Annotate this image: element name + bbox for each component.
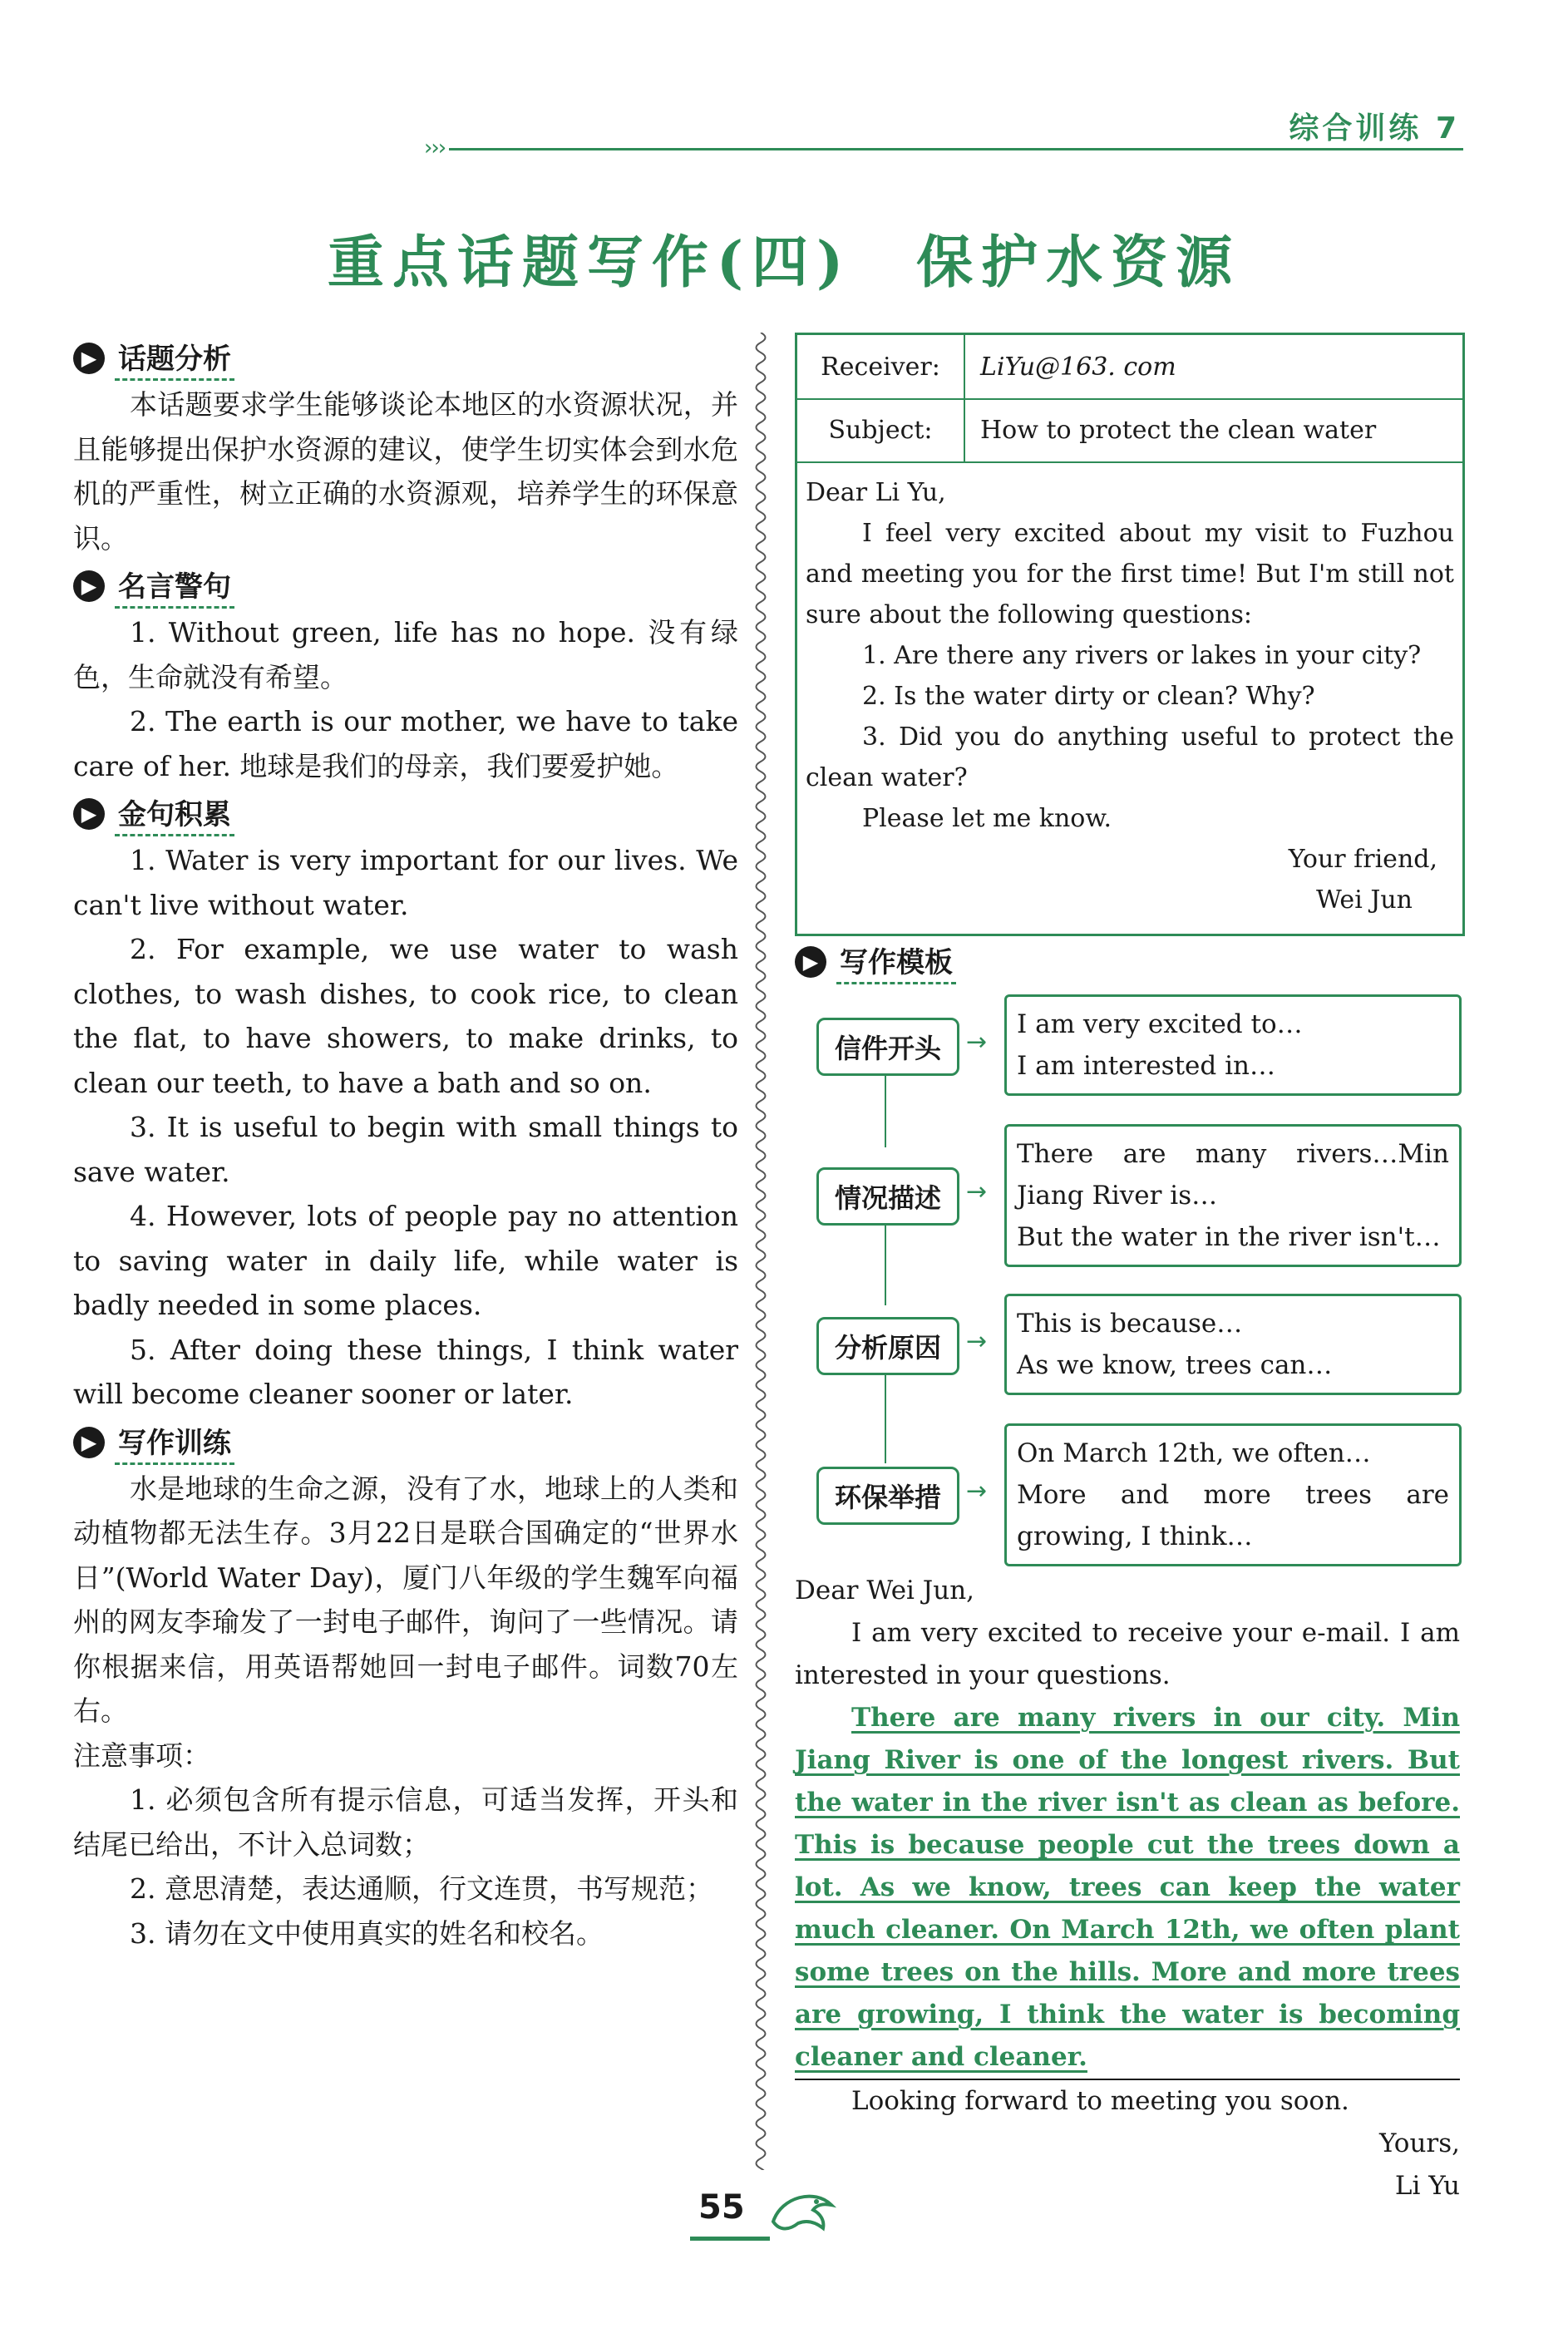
flow-connector <box>885 1222 886 1305</box>
template-line: I am interested in… <box>1017 1051 1275 1081</box>
answer-closing: Looking forward to meeting you soon. <box>795 2079 1460 2123</box>
template-line: This is because… <box>1017 1309 1243 1339</box>
receiver-value: LiYu@163. com <box>980 352 1176 382</box>
email-name: Wei Jun <box>1316 885 1413 915</box>
note-item: 3. 请勿在文中使用真实的姓名和校名。 <box>130 1916 604 1950</box>
quotes-title: 名言警句 <box>115 564 234 609</box>
sentence-item: 4. However, lots of people pay no attention to saving water in daily life, while water is badly needed in some places. <box>73 1200 738 1321</box>
wavy-divider <box>748 333 773 2170</box>
template-step-text <box>1004 1124 1462 1267</box>
quotes-heading <box>73 565 738 607</box>
topic-analysis-heading <box>73 338 738 379</box>
play-arrow-icon: ▶ <box>73 343 105 374</box>
page-number-rule <box>690 2237 770 2241</box>
header-rule <box>449 148 1463 150</box>
notes-title: 注意事项： <box>73 1739 210 1772</box>
quote-item: 1. Without green, life has no hope. 没有绿色，生命就没有希望。 <box>73 616 738 693</box>
subject-row <box>797 398 1462 463</box>
template-line: As we know, trees can… <box>1017 1350 1333 1380</box>
play-arrow-icon: ▶ <box>73 1427 105 1458</box>
template-line: On March 12th, we often… <box>1017 1438 1371 1468</box>
arrow-right-icon: → <box>966 1477 988 1506</box>
sentences-heading <box>73 793 738 835</box>
answer-letter <box>795 1570 1460 2207</box>
page-number: 55 <box>698 2188 745 2227</box>
template-line: growing, I think… <box>1017 1522 1253 1551</box>
topic-analysis-text: 本话题要求学生能够谈论本地区的水资源状况，并且能够提出保护水资源的建议，使学生切实体会到水危机的严重性，树立正确的水资源观，培养学生的环保意识。 <box>73 388 738 555</box>
training-text: 水是地球的生命之源，没有了水，地球上的人类和动植物都无法生存。3月22日是联合国确定的“世界水日”(World Water Day)，厦门八年级的学生魏军向福州的网友李瑜发了一封电子邮件，询问了一些情况。请你根据来信，用英语帮她回一封电子邮件。词数70左右。 <box>73 1472 738 1727</box>
arrow-right-icon: → <box>966 1028 988 1057</box>
sentence-item: 1. Water is very important for our lives. We can't live without water. <box>73 844 738 921</box>
template-line: I am very excited to… <box>1017 1009 1303 1039</box>
subject-value: How to protect the clean water <box>980 415 1377 445</box>
receiver-row <box>797 335 1462 400</box>
receiver-label: Receiver: <box>797 335 965 398</box>
template-step-text <box>1004 1423 1462 1566</box>
email-signoff: Your friend, <box>1288 845 1437 874</box>
template-line: But the water in the river isn't… <box>1017 1222 1441 1252</box>
subject-label: Subject: <box>797 398 965 461</box>
template-step-label: 分析原因 <box>816 1317 959 1375</box>
email-box <box>795 333 1465 936</box>
sentence-item: 5. After doing these things, I think water will become cleaner sooner or later. <box>73 1333 738 1410</box>
training-heading <box>73 1422 738 1463</box>
template-heading <box>795 941 956 983</box>
play-arrow-icon: ▶ <box>795 946 826 978</box>
topic-analysis-title: 话题分析 <box>115 336 234 381</box>
sentence-item: 2. For example, we use water to wash clothes, to wash dishes, to cook rice, to clean the flat, to have showers, to make drinks, to clean our teeth, to have a bath and so on. <box>73 933 738 1099</box>
answer-intro: I am very excited to receive your e-mail. I am interested in your questions. <box>795 1618 1460 1690</box>
email-question: 3. Did you do anything useful to protect the clean water? <box>806 723 1454 792</box>
answer-greeting: Dear Wei Jun, <box>795 1576 975 1605</box>
sentences-title: 金句积累 <box>115 792 234 836</box>
template-line: Jiang River is… <box>1017 1181 1218 1211</box>
arrow-right-icon: → <box>966 1327 988 1356</box>
answer-name: Li Yu <box>1394 2171 1460 2201</box>
email-closing: Please let me know. <box>862 804 1112 833</box>
dolphin-logo-icon <box>765 2180 840 2247</box>
template-line: More and more trees are <box>1017 1480 1449 1510</box>
template-step-label: 信件开头 <box>816 1018 959 1076</box>
template-step-label: 情况描述 <box>816 1167 959 1226</box>
template-step-label: 环保举措 <box>816 1467 959 1525</box>
play-arrow-icon: ▶ <box>73 798 105 830</box>
email-question: 1. Are there any rivers or lakes in your city? <box>862 641 1422 670</box>
email-intro: I feel very excited about my visit to Fuzhou and meeting you for the first time! But I'm still not sure about the following questions: <box>806 519 1454 629</box>
sentence-item: 3. It is useful to begin with small things to save water. <box>73 1111 738 1188</box>
header-arrows: ››› <box>424 136 446 160</box>
training-title: 写作训练 <box>115 1420 234 1465</box>
note-item: 1. 必须包含所有提示信息，可适当发挥，开头和结尾已给出，不计入总词数； <box>73 1783 738 1861</box>
template-line: There are many rivers…Min <box>1017 1139 1449 1169</box>
template-step-text <box>1004 994 1462 1096</box>
left-column <box>73 333 738 1956</box>
template-title: 写作模板 <box>836 940 956 984</box>
quote-item: 2. The earth is our mother, we have to take care of her. 地球是我们的母亲，我们要爱护她。 <box>73 705 738 782</box>
arrow-right-icon: → <box>966 1177 988 1206</box>
flow-connector <box>885 1372 886 1463</box>
email-question: 2. Is the water dirty or clean? Why? <box>862 682 1315 711</box>
page-title: 重点话题写作(四) 保护水资源 <box>327 229 1241 296</box>
play-arrow-icon: ▶ <box>73 570 105 602</box>
template-step-text <box>1004 1294 1462 1395</box>
section-label: 综合训练 7 <box>1289 111 1460 146</box>
answer-body: There are many rivers in our city. Min Jiang River is one of the longest rivers. But the water in the river isn't as clean as before. This is because people cut the trees down a lot. As we know, trees can keep the water much cleaner. On March 12th, we often plant some trees on the hills. More and more trees are growing, I think the water is becoming cleaner and cleaner. <box>795 1703 1460 2072</box>
flow-connector <box>885 1073 886 1147</box>
answer-signoff: Yours, <box>1379 2128 1460 2158</box>
note-item: 2. 意思清楚，表达通顺，行文连贯，书写规范； <box>130 1872 713 1905</box>
email-body <box>806 472 1454 920</box>
email-greeting: Dear Li Yu, <box>806 478 946 507</box>
